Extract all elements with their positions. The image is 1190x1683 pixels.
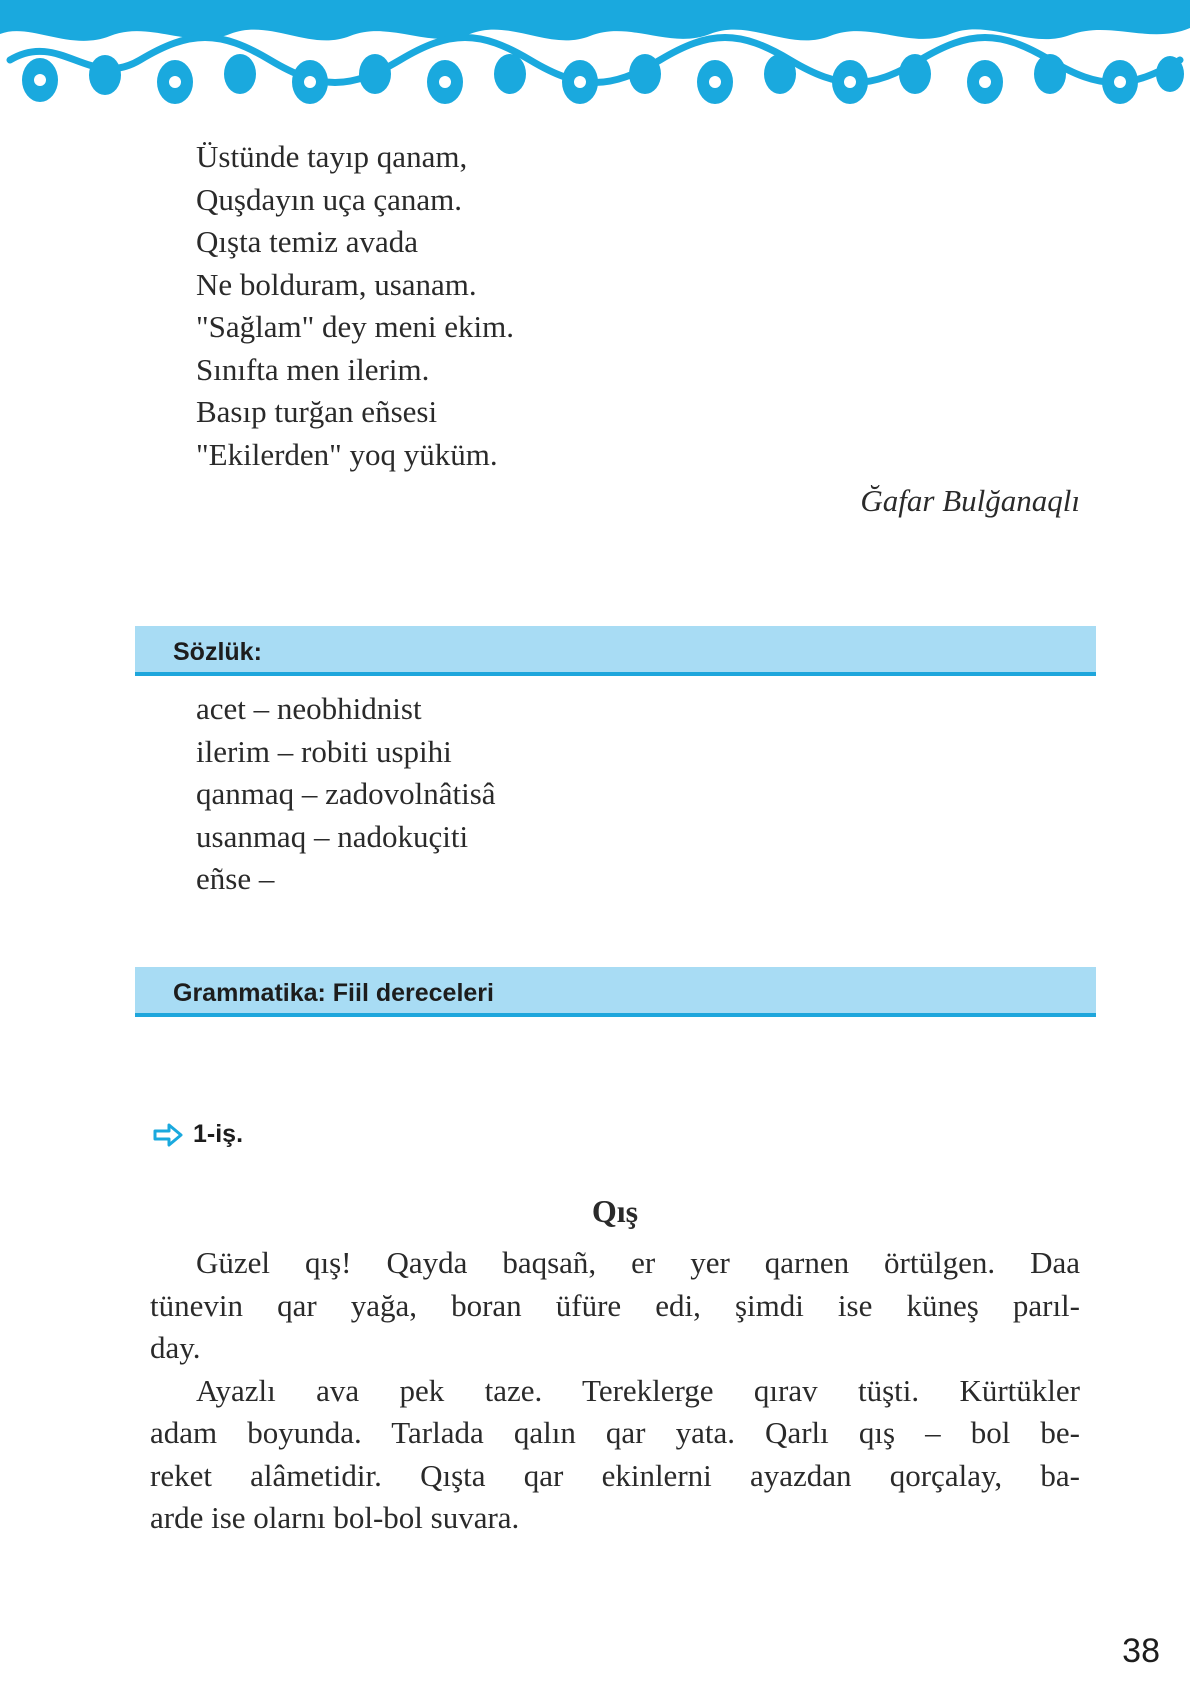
reading-text (150, 1242, 1080, 1540)
poem-line: Sınıfta men ilerim. (196, 351, 430, 387)
grammar-header (135, 967, 1096, 1017)
text-line: arde ise olarnı bol-bol suvara. (150, 1500, 520, 1535)
text-line: tünevin qar yağa, boran üfüre edi, şimdi ise küneş parıl- (150, 1287, 1080, 1323)
task-marker (153, 1120, 243, 1149)
vocabulary-entry: qanmaq – zadovolnâtisâ (196, 776, 496, 811)
poem-line: "Sağlam" dey meni ekim. (196, 309, 515, 344)
floral-border-icon (0, 0, 1190, 110)
grammar-heading: Grammatika: Fiil dereceleri (173, 979, 494, 1007)
text-line: Ayazlı ava pek taze. Tereklerge qırav tüşti. Kürtükler (196, 1372, 1080, 1408)
poem-line: Basıp turğan eñsesi (196, 394, 438, 429)
text-title: Qış (591, 1193, 639, 1229)
vocabulary-entry: acet – neobhidnist (196, 691, 422, 726)
poem-line: Quşdayın uça çanam. (196, 181, 462, 217)
vocabulary-entry: ilerim – robiti uspihi (196, 733, 452, 769)
arrow-right-icon (153, 1123, 183, 1147)
task-label: 1-iş. (193, 1120, 244, 1148)
text-line: reket alâmetidir. Qışta qar ekinlerni ayazdan qorçalay, ba- (150, 1457, 1080, 1493)
vocabulary-list (196, 688, 496, 901)
vocabulary-header (135, 626, 1096, 676)
vocabulary-entry: eñse – (196, 861, 275, 896)
vocabulary-heading: Sözlük: (173, 638, 262, 666)
text-line: day. (150, 1330, 201, 1365)
poem-line: "Ekilerden" yoq yüküm. (196, 436, 498, 472)
poem-line: Ne bolduram, usanam. (196, 266, 477, 302)
text-line: Güzel qış! Qayda baqsañ, er yer qarnen örtülgen. Daa (196, 1245, 1080, 1280)
page-number: 38 (1122, 1632, 1160, 1670)
poem (196, 136, 514, 476)
vocabulary-entry: usanmaq – nadokuçiti (196, 818, 469, 854)
poem-line: Qışta temiz avada (196, 224, 419, 259)
poem-author: Ğafar Bulğanaqlı (860, 483, 1080, 518)
text-line: adam boyunda. Tarlada qalın qar yata. Qarlı qış – bol be- (150, 1415, 1080, 1450)
poem-line: Üstünde tayıp qanam, (196, 139, 468, 174)
